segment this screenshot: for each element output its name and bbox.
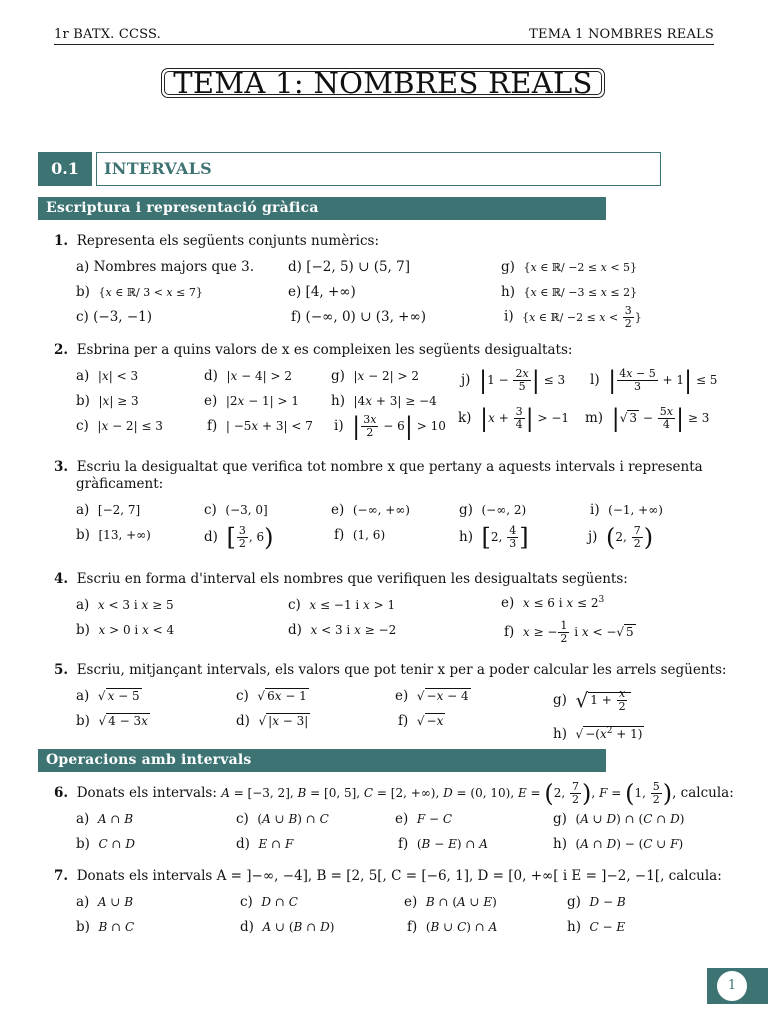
q4-item-f: f) x ≥ − $\frac{1}{2}$ i x < −√ 5	[504, 619, 634, 645]
q1-item-g: g) {x ∈ ℝ/ −2 ≤ x < 5}	[501, 259, 638, 275]
q2-item-g: g) |x − 2| > 2	[331, 368, 420, 384]
q7-item-b: b) B ∩ C	[76, 919, 135, 935]
q2-item-f: f) | −5x + 3| < 7	[207, 418, 313, 434]
q4-item-e: e) x ≤ 6 i $x \le 2^3$	[501, 595, 605, 611]
q1-item-e: e) [4, +∞)	[288, 284, 356, 300]
q5-item-b: b) √ 4 − 3x	[76, 713, 148, 729]
q1-item-d: d) [−2, 5) ∪ (5, 7]	[288, 259, 410, 275]
page-number: 1	[716, 970, 748, 1002]
section-number: 0.1	[38, 152, 92, 186]
q7-item-f: f) (B ∪ C) ∩ A	[407, 919, 498, 935]
question-5: 5. Escriu, mitjançant intervals, els valors que pot tenir x per a poder calcular les arrels següents:	[54, 662, 727, 678]
q5-item-g: g) √ 1 + $\frac{x}{2}$	[553, 688, 631, 713]
q1-item-h: h) {x ∈ ℝ/ −3 ≤ x ≤ 2}	[501, 284, 638, 300]
q2-item-i: i) | $\frac{3x}{2}$ − 6| > 10	[334, 412, 446, 441]
q4-item-b: b) x > 0 i x < 4	[76, 622, 175, 638]
q2-item-e: e) |2x − 1| > 1	[204, 393, 299, 409]
q3-item-j: j) (2, $\frac{7}{2}$ )	[588, 523, 654, 552]
q7-item-e: e) B ∩ (A ∪ E)	[404, 894, 497, 910]
q3-item-d: d) [ $\frac{3}{2}$ , 6)	[204, 523, 274, 552]
q2-item-b: b) |x| ≥ 3	[76, 393, 139, 409]
q5-item-e: e) √ −x − 4	[395, 688, 469, 704]
q2-item-d: d) |x − 4| > 2	[204, 368, 293, 384]
subsection-band-operations: Operacions amb intervals	[38, 749, 606, 772]
q7-item-h: h) C − E	[567, 919, 626, 935]
question-3-line2: gràficament:	[76, 476, 164, 492]
q4-item-d: d) x < 3 i x ≥ −2	[288, 622, 397, 638]
q7-item-d: d) A ∪ (B ∩ D)	[240, 919, 335, 935]
q4-item-c: c) x ≤ −1 i x > 1	[288, 597, 396, 613]
question-2: 2. Esbrina per a quins valors de x es compleixen les següents desigualtats:	[54, 342, 573, 358]
q7-item-a: a) A ∪ B	[76, 894, 134, 910]
q6-item-e: e) F − C	[395, 811, 453, 827]
question-4: 4. Escriu en forma d'interval els nombres que verifiquen les desigualtats següents:	[54, 571, 628, 587]
q6-item-b: b) C ∩ D	[76, 836, 135, 852]
section-title: INTERVALS	[104, 159, 213, 178]
question-3: 3. Escriu la desigualtat que verifica tot nombre x que pertany a aquests intervals i representa	[54, 459, 703, 475]
page-title: TEMA 1: NOMBRES REALS	[173, 66, 593, 100]
q5-item-d: d) √ |x − 3|	[236, 713, 309, 729]
question-1: 1. Representa els següents conjunts numèrics:	[54, 233, 380, 249]
header-rule	[54, 44, 714, 45]
question-7: 7. Donats els intervals A = ]−∞, −4], B = [2, 5[, C = [−6, 1], D = [0, +∞[ i E = ]−2, −1[, calcula:	[54, 868, 722, 884]
q3-item-c: c) (−3, 0]	[204, 502, 268, 518]
q1-item-b: b) {x ∈ ℝ/ 3 < x ≤ 7}	[76, 284, 203, 300]
q5-item-c: c) √ 6x − 1	[236, 688, 307, 704]
q5-item-h: h) √ $-(x^2 + 1)$	[553, 726, 643, 742]
q2-item-c: c) |x − 2| ≤ 3	[76, 418, 163, 434]
q1-item-c: c) (−3, −1)	[76, 309, 153, 325]
header-left: 1r BATX. CCSS.	[54, 27, 161, 42]
q6-item-c: c) (A ∪ B) ∩ C	[236, 811, 329, 827]
question-6: 6. Donats els intervals: A = [−3, 2], B = [0, 5], C = [2, +∞), D = (0, 10), E = (2, $\frac{7}{2}$ ), F = (1, $\frac{5}{2}$ ), calcula:	[54, 779, 734, 808]
q2-item-m: m) |√ 3 − $\frac{5x}{4}$ | ≥ 3	[585, 404, 710, 433]
q2-item-j: j) |1 − $\frac{2x}{5}$ | ≤ 3	[461, 366, 566, 395]
q6-item-d: d) E ∩ F	[236, 836, 294, 852]
q3-item-i: i) (−1, +∞)	[590, 502, 663, 518]
header-right: TEMA 1 NOMBRES REALS	[529, 27, 714, 42]
q2-item-k: k) |x + $\frac{3}{4}$ | > −1	[458, 404, 570, 433]
q4-item-a: a) x < 3 i x ≥ 5	[76, 597, 174, 613]
q6-item-h: h) (A ∩ D) − (C ∪ F)	[553, 836, 684, 852]
subsection-band-writing: Escriptura i representació gràfica	[38, 197, 606, 220]
q3-item-f: f) (1, 6)	[334, 527, 386, 543]
q1-item-a: a) Nombres majors que 3.	[76, 259, 254, 275]
q3-item-b: b) [13, +∞)	[76, 527, 151, 543]
q5-item-a: a) √ x − 5	[76, 688, 140, 704]
q2-item-l: l) | $\frac{4x - 5}{3}$ + 1| ≤ 5	[590, 366, 718, 395]
q5-item-f: f) √ −x	[398, 713, 444, 729]
q2-item-h: h) |4x + 3| ≥ −4	[331, 393, 437, 409]
q1-item-i: i) {x ∈ ℝ/ −2 ≤ x < $\frac{3}{2}$ }	[504, 304, 642, 330]
q3-item-a: a) [−2, 7]	[76, 502, 141, 518]
q2-item-a: a) |x| < 3	[76, 368, 139, 384]
q7-item-g: g) D − B	[567, 894, 626, 910]
q1-item-f: f) (−∞, 0) ∪ (3, +∞)	[291, 309, 426, 325]
q6-item-a: a) A ∩ B	[76, 811, 134, 827]
q6-item-g: g) (A ∪ D) ∩ (C ∩ D)	[553, 811, 685, 827]
q3-item-e: e) (−∞, +∞)	[331, 502, 410, 518]
q7-item-c: c) D ∩ C	[240, 894, 298, 910]
q6-item-f: f) (B − E) ∩ A	[398, 836, 488, 852]
q3-item-h: h) [2, $\frac{4}{3}$ ]	[459, 523, 529, 552]
q3-item-g: g) (−∞, 2)	[459, 502, 527, 518]
